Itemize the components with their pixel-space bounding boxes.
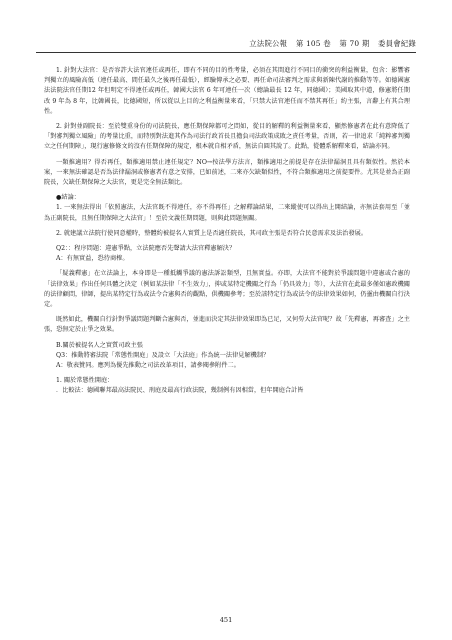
body-paragraph: 1. 一來無法得出「依照憲法，大法官既不得連任，亦不得再任」之解釋論結果，二來縱使可以得出上開結論，亦無法套用至「並為正副院長，且無任期保障之大法官」！至於文義任期問題，則與此問題無關。 bbox=[44, 204, 410, 222]
body-paragraph: A：有無實益，恐待商榷。 bbox=[56, 255, 129, 263]
body-paragraph: 1. 針對大法官：是否容許大法官連任或再任，即有不同的目的性考量，必須在其間進行不同目的衝突的利益衡量，包含：影響審判獨立的風險高低（連任最高、間任最久之後再任最低），經驗傳承之必要、再任命司法審判之需求與新陳代謝的推動等等。如德國憲法法院法官任期12 年但明定不得連任或再任，韓國大法官 6 年可連任一次（總論最長 12 年，同德國）；美國取其中道，修憲將任期改 9 年為 8 年，比韓國長，比德國短，所以從以上目的之利益衡量來看，「只禁大法官連任而不禁其再任」約主張，言辭上有其合理性。 bbox=[44, 67, 410, 115]
section-name: 委員會紀錄 bbox=[378, 39, 416, 48]
body-paragraph: Q3：推動將審法院「常態性開庭」及設立「大法庭」作為統一法律見解機制？ bbox=[56, 351, 270, 359]
body-paragraph: 「疑義釋憲」在立法論上，本身即是一種抵觸爭議的憲法訴訟類型，且無實益。亦即，大法官不能對於爭議問題中違憲或合憲的「法律效果」作出任何具體之決定（例如某法律「不生效力」，抑或某特定機關之行為「仍具效力」等），大法官在此最多僅如憲政機關的法律顧問，律師，提出某特定行為或法令合憲與否的觀點，供機關參考；至於該特定行為或法令的法律效果如何，仍靈由機關自行決定。 bbox=[44, 270, 410, 309]
body-paragraph: ．比較法：德國聯邦最高法院民、刑庭及最高行政法院，幾制例有因相當，但年開庭合計皆 bbox=[56, 387, 304, 395]
issue-number: 第 70 期 bbox=[339, 39, 370, 48]
header-rule bbox=[36, 52, 416, 53]
body-paragraph: 既然如此，機關自行針對爭議問題判斷合憲與否，並進而決定其法律效果即為已足，又何勞大法官呢？故「先釋憲，再審查」之主張，恐無定於止爭之效果。 bbox=[44, 316, 410, 334]
body-paragraph: Q2：：程序問題：違憲爭點，立法院應否先聲請大法官釋憲解決？ bbox=[56, 245, 236, 253]
body-paragraph: 2. 就建議立法院行使同意權時，整體約被提名人實質上是否適任院長，其司政主張是否符合民意需求及法治發展。 bbox=[56, 229, 368, 237]
body-paragraph: 1. 關於常態性開庭： bbox=[56, 377, 114, 385]
body-paragraph: B.關於被提名人之實質司政主張 bbox=[56, 341, 143, 349]
page-header bbox=[243, 38, 416, 49]
document-body bbox=[44, 66, 410, 397]
publication-title: 立法院公報 bbox=[249, 39, 288, 48]
body-paragraph: 一類推適用？得否再任，類推適用禁止連任規定？NO→按法學方法言，類推適用之前提是存在法律漏洞且具有類似性。然於本案，一來無法確認是否為法律漏洞或修憲者有意之安排，已如前述，二來亦欠缺類似性，不符合類推適用之前提要件。尤其是並為正副院長，欠缺任期保障之大法官，更是完全無法類比。 bbox=[44, 158, 410, 187]
body-paragraph: 2. 針對並副院長：至於雙重身份的司法院長，應任期保障都可之問如，從目的解釋的利益衡量來看，顯然修憲者在此有意降低了「對審判獨立風險」的考量比重，而特別對法進其作為司法行政首長且擔負司法政策成敗之責任考量，否則，若一律追求「純粹審判獨立之任何期障」，現行憲修條文的沒有任期保障的規定，根本就自相矛盾，無法自圓其說了。此點，從體系解釋來看，結論亦同。 bbox=[44, 123, 410, 151]
page-number: 451 bbox=[219, 616, 233, 624]
body-paragraph: A：敬表贊同。應列為優先推動之司法改革項目，請參閱參附件二。 bbox=[56, 362, 240, 370]
volume-number: 第 105 卷 bbox=[295, 39, 331, 48]
body-paragraph: ●結論： bbox=[56, 194, 80, 202]
